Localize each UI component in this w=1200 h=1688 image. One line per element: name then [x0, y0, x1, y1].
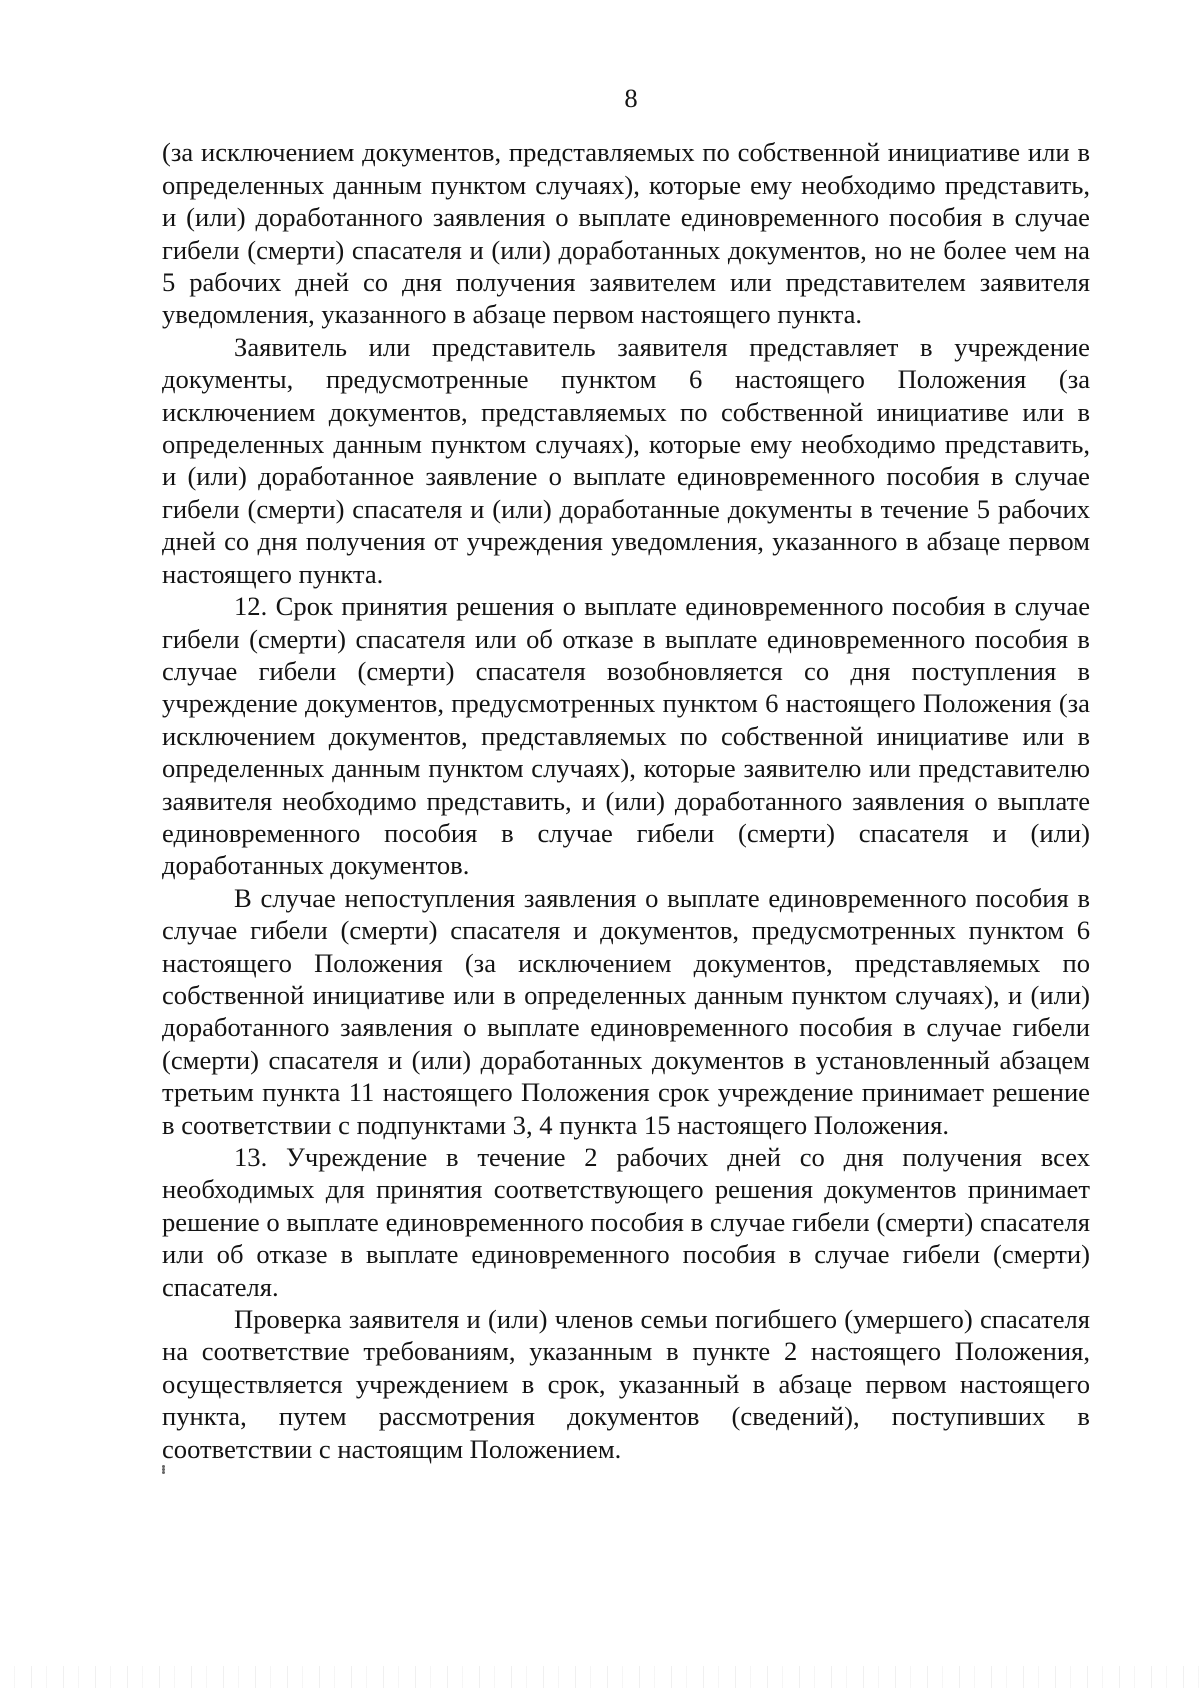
paragraph-item-12: 12. Срок принятия решения о выплате единовременного пособия в случае гибели (смерти) спасателя или об отказе в выплате единовременного пособия в случае гибели (смерти) спасателя возобновляется со дня поступления в учреждение документов, предусмотренных пунктом 6 настоящего Положения (за исключением документов, представляемых по собственной инициативе или в определенных данным пунктом случаях), которые заявителю или представителю заявителя необходимо представить, и (или) доработанного заявления о выплате единовременного пособия в случае гибели (смерти) спасателя и (или) доработанных документов.: [162, 591, 1090, 881]
paragraph-item-13: 13. Учреждение в течение 2 рабочих дней со дня получения всех необходимых для принятия соответствующего решения документов принимает решение о выплате единовременного пособия в случае гибели (смерти) спасателя или об отказе в выплате единовременного пособия в случае гибели (смерти) спасателя.: [162, 1142, 1090, 1302]
paragraph-continuation: (за исключением документов, представляемых по собственной инициативе или в определенных данным пунктом случаях), которые ему необходимо представить, и (или) доработанного заявления о выплате единовременного пособия в случае гибели (смерти) спасателя и (или) доработанных документов, но не более чем на 5 рабочих дней со дня получения заявителем или представителем заявителя уведомления, указанного в абзаце первом настоящего пункта.: [162, 137, 1090, 330]
paragraph-verification: Проверка заявителя и (или) членов семьи погибшего (умершего) спасателя на соответствие требованиям, указанным в пункте 2 настоящего Положения, осуществляется учреждением в срок, указанный в абзаце первом настоящего пункта, путем рассмотрения документов (сведений), поступивших в соответствии с настоящим Положением.: [162, 1304, 1090, 1464]
paragraph-applicant-submission: Заявитель или представитель заявителя представляет в учреждение документы, предусмотренные пунктом 6 настоящего Положения (за исключением документов, представляемых по собственной инициативе или в определенных данным пунктом случаях), которые ему необходимо представить, и (или) доработанное заявление о выплате единовременного пособия в случае гибели (смерти) спасателя и (или) доработанные документы в течение 5 рабочих дней со дня получения от учреждения уведомления, указанного в абзаце первом настоящего пункта.: [162, 331, 1090, 589]
page-number: 8: [624, 83, 638, 113]
paragraph-non-receipt: В случае непоступления заявления о выплате единовременного пособия в случае гибели (смерти) спасателя и документов, предусмотренных пунктом 6 настоящего Положения (за исключением документов, представляемых по собственной инициативе или в определенных данным пунктом случаях), и (или) доработанного заявления о выплате единовременного пособия в случае гибели (смерти) спасателя и (или) доработанных документов в установленный абзацем третьим пункта 11 настоящего Положения срок учреждение принимает решение в соответствии с подпунктами 3, 4 пункта 15 настоящего Положения.: [162, 882, 1090, 1140]
scan-edge-noise: [0, 1666, 1200, 1688]
scan-speck: [162, 1471, 165, 1474]
